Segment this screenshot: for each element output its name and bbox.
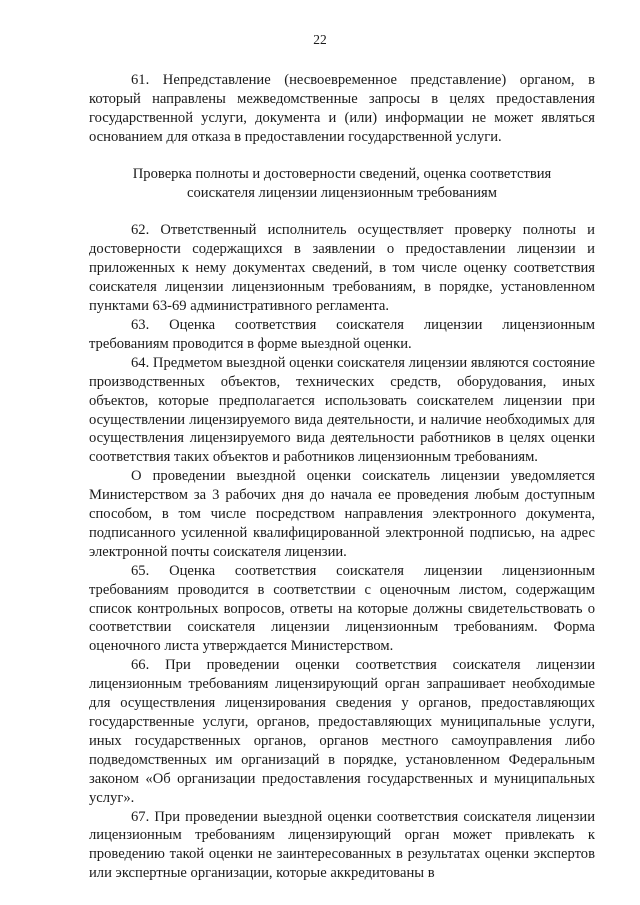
paragraph-67: 67. При проведении выездной оценки соответствия соискателя лицензии лицензионным требованиям лицензирующий орган может привлекать к проведению такой оценки не заинтересованных в результатах оценки экспертов или экспертные организации, которые аккредитованы в: [89, 808, 595, 882]
page-number: 22: [313, 32, 327, 47]
paragraph-64: 64. Предметом выездной оценки соискателя лицензии являются состояние производственных объектов, технических средств, оборудования, иных объектов, которые предполагается использовать соискателем лицензии при осуществлении лицензируемого вида деятельности, и наличие необходимых для осуществления лицензируемого вида деятельности работников в целях оценки соответствия таких объектов и работников лицензионным требованиям.: [89, 354, 595, 466]
paragraph-65: 65. Оценка соответствия соискателя лицензии лицензионным требованиям проводится в соответствии с оценочным листом, содержащим список контрольных вопросов, ответы на которые должны свидетельствовать о соответствии соискателя лицензии лицензионным требованиям. Форма оценочного листа утверждается Министерством.: [89, 562, 595, 655]
section-heading-line-1: Проверка полноты и достоверности сведений, оценка соответствия: [132, 165, 552, 182]
paragraph-62: 62. Ответственный исполнитель осуществляет проверку полноты и достоверности содержащихся в заявлении о предоставлении лицензии и приложенных к нему документах сведений, в том числе оценку соответствия соискателя лицензии лицензионным требованиям, в порядке, установленном пунктами 63-69 административного регламента.: [89, 222, 595, 315]
section-heading: [89, 165, 595, 203]
paragraph-66: 66. При проведении оценки соответствия соискателя лицензии лицензионным требованиям лицензирующий орган запрашивает необходимые для осуществления лицензирования сведения у органов, предоставляющих государственные услуги, органов, предоставляющих муниципальные услуги, иных государственных органов, органов местного самоуправления либо подведомственных им организаций в порядке, установленном Федеральным законом «Об организации предоставления государственных и муниципальных услуг».: [89, 657, 595, 806]
paragraph-64-notice: О проведении выездной оценки соискатель лицензии уведомляется Министерством за 3 рабочих дня до начала ее проведения любым доступным способом, в том числе посредством направления электронного документа, подписанного усиленной квалифицированной электронной подписью, на адрес электронной почты соискателя лицензии.: [89, 468, 595, 560]
document-body: [89, 71, 595, 883]
paragraph-61: 61. Непредставление (несвоевременное представление) органом, в который направлены межведомственные запросы в целях предоставления государственной услуги, документа и (или) информации не может являться основанием для отказа в предоставлении государственной услуги.: [89, 72, 595, 145]
paragraph-63: 63. Оценка соответствия соискателя лицензии лицензионным требованиям проводится в форме выездной оценки.: [89, 316, 595, 352]
section-heading-line-2: соискателя лицензии лицензионным требованиям: [187, 184, 497, 201]
